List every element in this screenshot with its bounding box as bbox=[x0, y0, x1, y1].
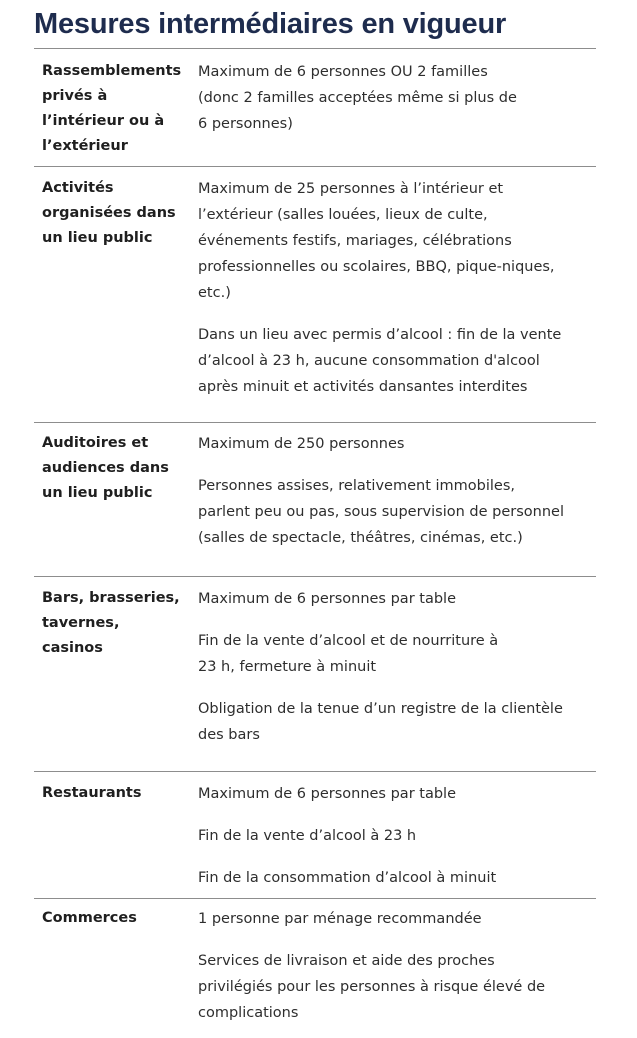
row-description bbox=[182, 899, 596, 1038]
row-label-line: un lieu public bbox=[42, 485, 153, 501]
paragraph-line: privilégiés pour les personnes à risque élevé de bbox=[198, 979, 546, 995]
paragraph-line: des bars bbox=[198, 727, 260, 743]
paragraph-line: après minuit et activités dansantes interdites bbox=[198, 379, 528, 395]
table-row bbox=[34, 422, 596, 576]
page-title: Mesures intermédiaires en vigueur bbox=[34, 8, 507, 40]
table-row bbox=[34, 166, 596, 422]
row-paragraph bbox=[198, 431, 596, 457]
row-label bbox=[34, 423, 182, 576]
row-label-line: Restaurants bbox=[42, 785, 142, 801]
paragraph-line: 6 personnes) bbox=[198, 116, 293, 132]
measures-table bbox=[34, 48, 596, 1038]
row-paragraph bbox=[198, 906, 596, 932]
row-label bbox=[34, 167, 182, 422]
paragraph-line: (donc 2 familles acceptées même si plus de bbox=[198, 90, 517, 106]
paragraph-line: Fin de la vente d’alcool et de nourriture à bbox=[198, 633, 499, 649]
row-label-line: Auditoires et bbox=[42, 435, 149, 451]
row-paragraph bbox=[198, 696, 596, 748]
row-paragraph bbox=[198, 473, 596, 551]
row-label-line: un lieu public bbox=[42, 230, 153, 246]
paragraph-line: (salles de spectacle, théâtres, cinémas, etc.) bbox=[198, 530, 523, 546]
row-label-line: casinos bbox=[42, 640, 103, 656]
row-description bbox=[182, 167, 596, 422]
row-label-line: tavernes, bbox=[42, 615, 120, 631]
row-label bbox=[34, 899, 182, 1038]
paragraph-line: Maximum de 6 personnes par table bbox=[198, 591, 456, 607]
paragraph-line: 1 personne par ménage recommandée bbox=[198, 911, 482, 927]
table-row bbox=[34, 48, 596, 166]
paragraph-line: Obligation de la tenue d’un registre de la clientèle bbox=[198, 701, 563, 717]
paragraph-line: Maximum de 250 personnes bbox=[198, 436, 405, 452]
paragraph-line: complications bbox=[198, 1005, 299, 1021]
row-label bbox=[34, 772, 182, 898]
table-row bbox=[34, 576, 596, 771]
row-paragraph bbox=[198, 865, 596, 891]
row-label bbox=[34, 577, 182, 771]
row-paragraph bbox=[198, 948, 596, 1026]
row-description bbox=[182, 49, 596, 166]
paragraph-line: Fin de la vente d’alcool à 23 h bbox=[198, 828, 417, 844]
paragraph-line: professionnelles ou scolaires, BBQ, pique-niques, bbox=[198, 259, 555, 275]
paragraph-line: Dans un lieu avec permis d’alcool : fin de la vente bbox=[198, 327, 562, 343]
paragraph-line: etc.) bbox=[198, 285, 231, 301]
paragraph-line: l’extérieur (salles louées, lieux de culte, bbox=[198, 207, 488, 223]
row-label-line: Bars, brasseries, bbox=[42, 590, 180, 606]
row-paragraph bbox=[198, 59, 596, 137]
row-paragraph bbox=[198, 176, 596, 306]
paragraph-line: Maximum de 25 personnes à l’intérieur et bbox=[198, 181, 504, 197]
table-row bbox=[34, 898, 596, 1038]
paragraph-line: Personnes assises, relativement immobiles, bbox=[198, 478, 515, 494]
row-label-line: l’extérieur bbox=[42, 138, 128, 154]
row-label-line: organisées dans bbox=[42, 205, 176, 221]
row-label-line: privés à bbox=[42, 88, 108, 104]
row-label-line: Rassemblements bbox=[42, 63, 182, 79]
row-label-line: l’intérieur ou à bbox=[42, 113, 165, 129]
row-label-line: Commerces bbox=[42, 910, 137, 926]
paragraph-line: Maximum de 6 personnes OU 2 familles bbox=[198, 64, 488, 80]
row-label-line: Activités bbox=[42, 180, 114, 196]
row-paragraph bbox=[198, 322, 596, 400]
row-description bbox=[182, 577, 596, 771]
paragraph-line: Fin de la consommation d’alcool à minuit bbox=[198, 870, 497, 886]
row-paragraph bbox=[198, 628, 596, 680]
paragraph-line: événements festifs, mariages, célébrations bbox=[198, 233, 512, 249]
paragraph-line: Services de livraison et aide des proches bbox=[198, 953, 495, 969]
paragraph-line: Maximum de 6 personnes par table bbox=[198, 786, 456, 802]
paragraph-line: d’alcool à 23 h, aucune consommation d'alcool bbox=[198, 353, 540, 369]
row-description bbox=[182, 423, 596, 576]
row-paragraph bbox=[198, 781, 596, 807]
table-row bbox=[34, 771, 596, 898]
row-label-line: audiences dans bbox=[42, 460, 169, 476]
row-paragraph bbox=[198, 586, 596, 612]
row-label bbox=[34, 49, 182, 166]
row-description bbox=[182, 772, 596, 898]
row-paragraph bbox=[198, 823, 596, 849]
paragraph-line: 23 h, fermeture à minuit bbox=[198, 659, 377, 675]
paragraph-line: parlent peu ou pas, sous supervision de personnel bbox=[198, 504, 564, 520]
